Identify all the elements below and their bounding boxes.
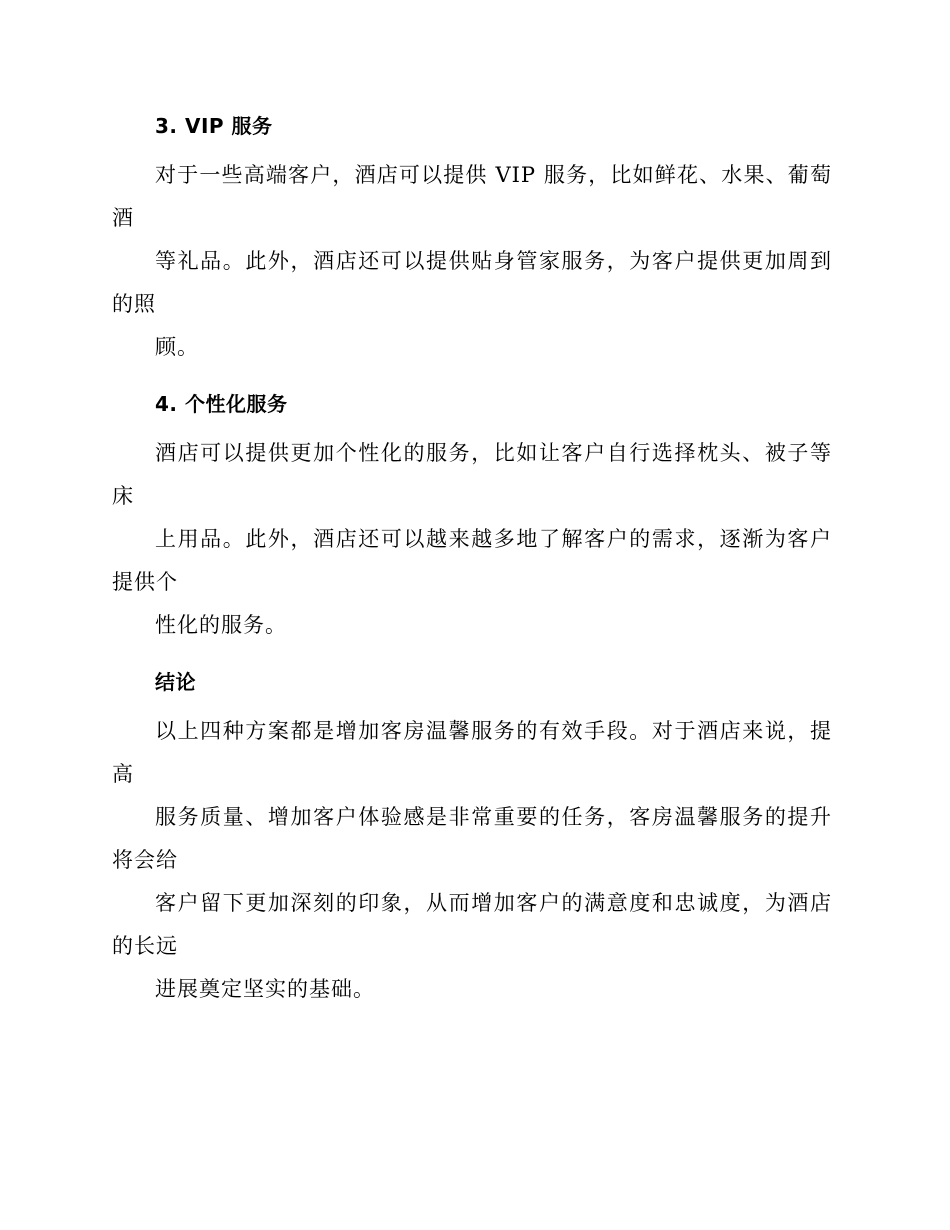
- paragraph-line: 对于一些高端客户，酒店可以提供 VIP 服务，比如鲜花、水果、葡萄酒: [112, 163, 832, 230]
- section-paragraph-conclusion: [112, 710, 832, 1011]
- paragraph-line: 性化的服务。: [155, 613, 287, 637]
- paragraph-line: 以上四种方案都是增加客房温馨服务的有效手段。对于酒店来说，提高: [112, 719, 832, 786]
- section-paragraph-vip-service: [112, 154, 832, 369]
- section-heading-conclusion: 结论: [155, 670, 196, 694]
- paragraph-line: 顾。: [155, 335, 199, 359]
- section-paragraph-personalized-service: [112, 432, 832, 647]
- paragraph-line: 客户留下更加深刻的印象，从而增加客户的满意度和忠诚度，为酒店的长远: [112, 891, 832, 958]
- paragraph-line: 进展奠定坚实的基础。: [155, 977, 375, 1001]
- document-body: [112, 106, 832, 1026]
- paragraph-line: 服务质量、增加客户体验感是非常重要的任务，客房温馨服务的提升将会给: [112, 805, 832, 872]
- section-heading-personalized-service: 4. 个性化服务: [155, 392, 288, 416]
- paragraph-line: 上用品。此外，酒店还可以越来越多地了解客户的需求，逐渐为客户提供个: [112, 527, 832, 594]
- paragraph-line: 酒店可以提供更加个性化的服务，比如让客户自行选择枕头、被子等床: [112, 441, 832, 508]
- paragraph-line: 等礼品。此外，酒店还可以提供贴身管家服务，为客户提供更加周到的照: [112, 249, 832, 316]
- section-heading-vip-service: 3. VIP 服务: [155, 114, 273, 138]
